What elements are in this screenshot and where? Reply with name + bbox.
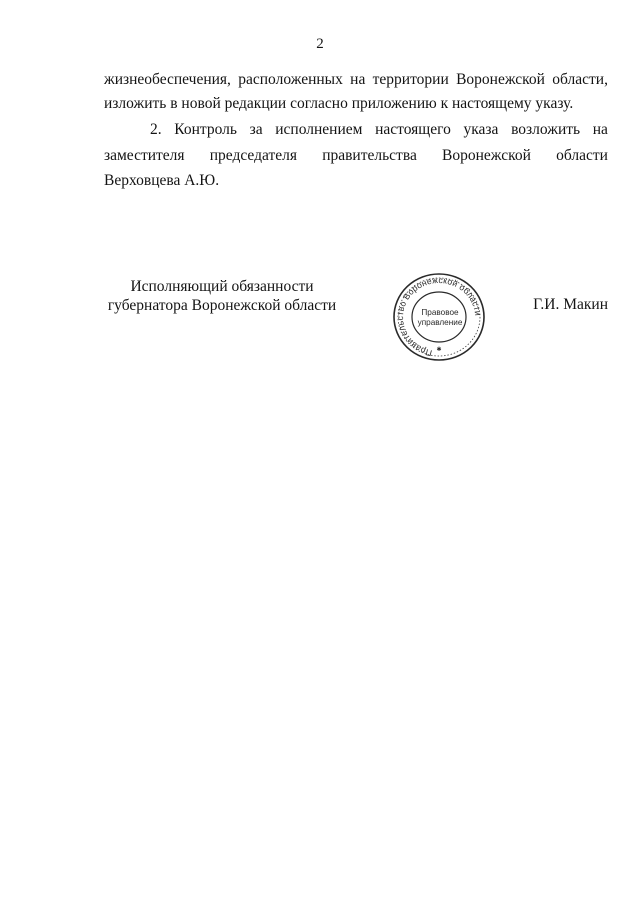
paragraph2-line1 (150, 120, 608, 140)
seal-center-line2: управление (417, 318, 463, 327)
word: за (249, 121, 263, 138)
word: заместителя (104, 147, 185, 164)
signatory-name: Г.И. Макин (533, 296, 608, 313)
page-number: 2 (316, 36, 324, 52)
word: области, (552, 71, 608, 88)
word: на (350, 71, 366, 88)
seal-center-line1: Правовое (421, 308, 459, 317)
word: жизнеобеспечения, (104, 71, 231, 88)
svg-text:✱: ✱ (436, 346, 442, 353)
word: на (592, 121, 608, 138)
word: 2. (150, 121, 162, 138)
paragraph2-line2 (104, 146, 608, 166)
paragraph1-line1 (104, 70, 608, 90)
word: области (556, 147, 608, 164)
word: Воронежской (456, 71, 545, 88)
seal-ring-text: Правительство Воронежской области (394, 274, 484, 359)
word: расположенных (238, 71, 343, 88)
word: возложить (511, 121, 581, 138)
paragraph1-line2: изложить в новой редакции согласно приложению к настоящему указу. (104, 95, 574, 112)
word: настоящего (375, 121, 451, 138)
word: территории (372, 71, 449, 88)
paragraph2-line3: Верховцева А.Ю. (104, 172, 220, 189)
position-line2: губернатора Воронежской области (107, 297, 337, 314)
word: исполнением (275, 121, 363, 138)
word: указа (463, 121, 499, 138)
signatory-position (96, 277, 348, 315)
word: правительства (322, 147, 417, 164)
official-seal-icon (385, 265, 493, 365)
position-line1: Исполняющий обязанности (130, 278, 314, 295)
word: председателя (209, 147, 297, 164)
word: Воронежской (442, 147, 531, 164)
word: Контроль (174, 121, 237, 138)
